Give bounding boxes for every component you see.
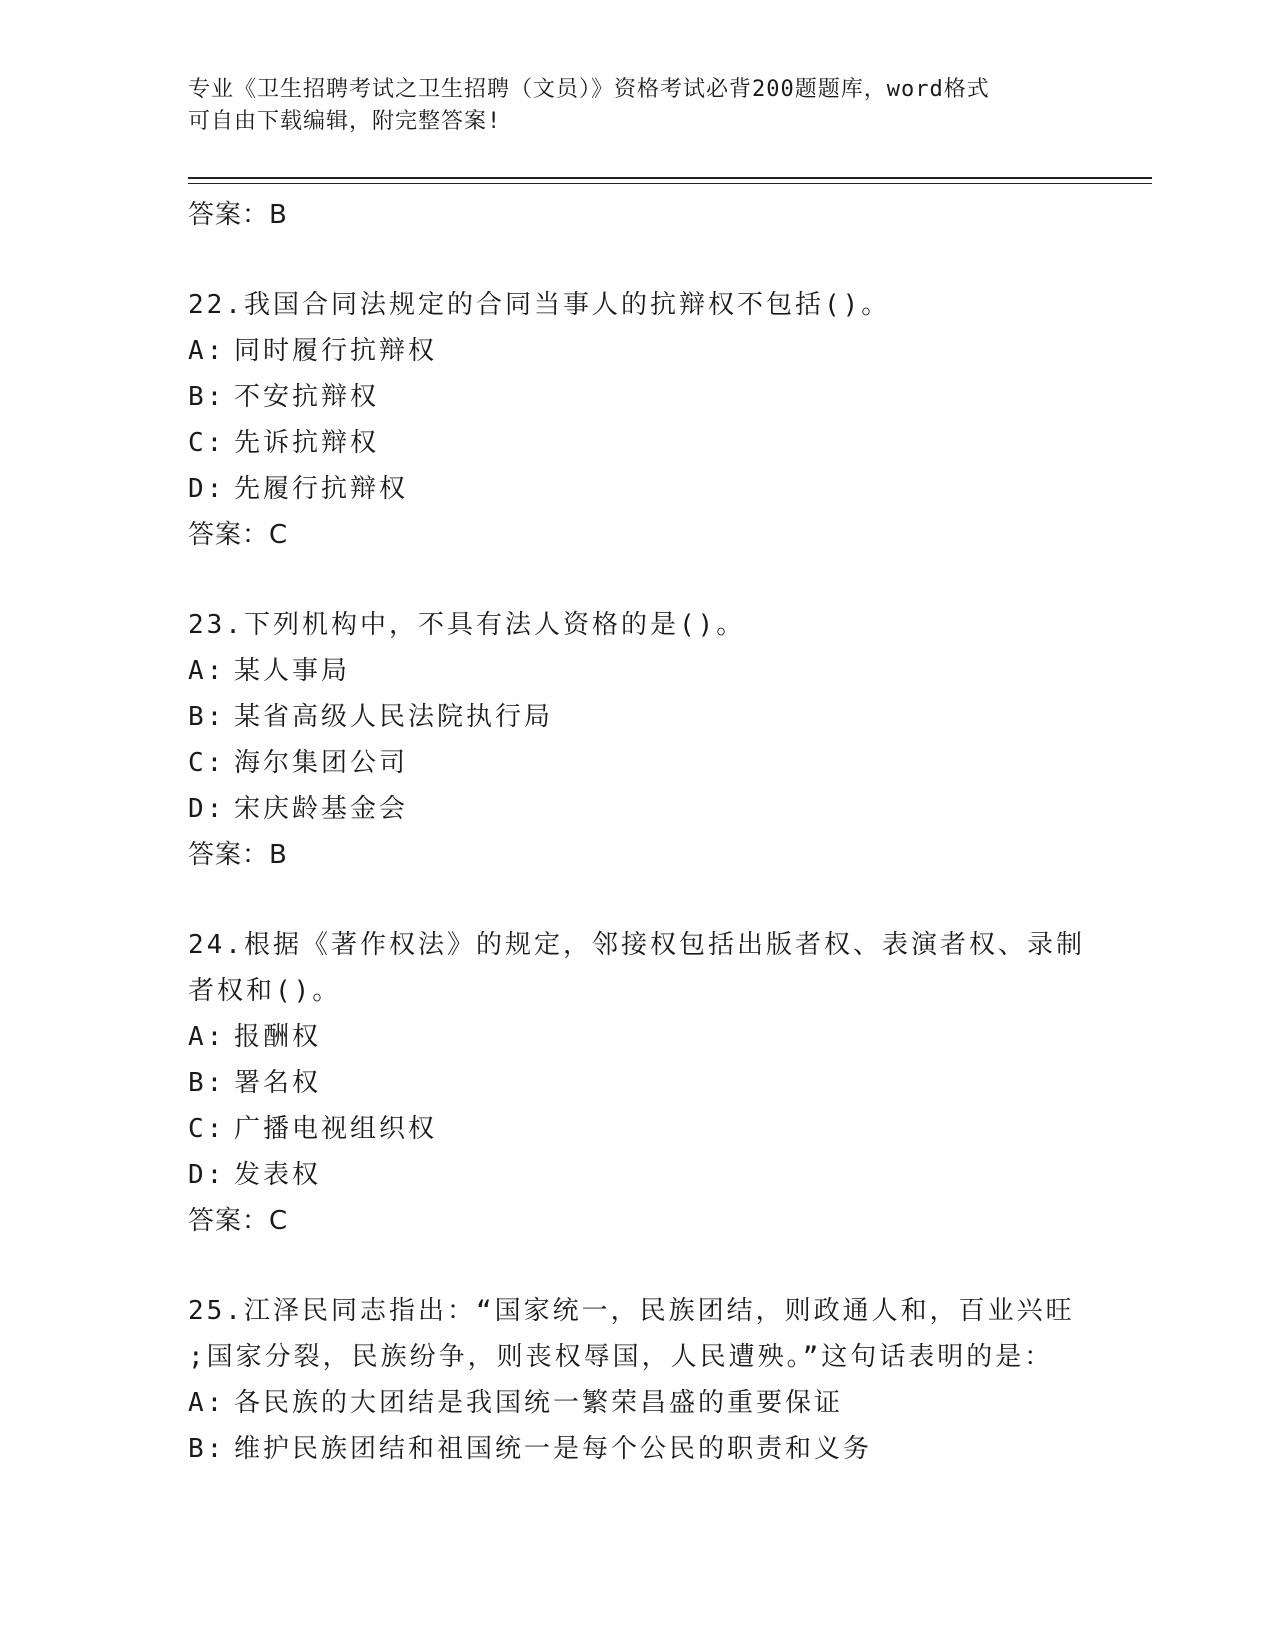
option-c — [188, 1106, 1088, 1152]
answer-line: 答案：C — [188, 1206, 289, 1236]
option-text: 同时履行抗辩权 — [234, 336, 438, 366]
spacer — [188, 1244, 1088, 1288]
header-title-line-1: 专业《卫生招聘考试之卫生招聘（文员）》资格考试必背200题题库，word格式 — [188, 77, 990, 102]
option-letter: A: — [188, 656, 226, 686]
option-a — [188, 328, 1088, 374]
question-stem: 24.根据《著作权法》的规定，邻接权包括出版者权、表演者权、录制 — [188, 930, 1085, 960]
previous-answer: 答案：B — [188, 200, 288, 230]
option-a — [188, 648, 1088, 694]
option-c — [188, 740, 1088, 786]
option-text: 某省高级人民法院执行局 — [234, 702, 554, 732]
option-text: 海尔集团公司 — [234, 748, 409, 778]
question-23 — [188, 602, 1088, 878]
question-stem-continued: ;国家分裂，民族纷争，则丧权辱国，人民遭殃。”这句话表明的是： — [188, 1342, 1054, 1372]
question-stem: 22.我国合同法规定的合同当事人的抗辩权不包括()。 — [188, 290, 891, 320]
question-22 — [188, 282, 1088, 558]
header-divider-thin — [188, 183, 1152, 184]
option-d — [188, 1152, 1088, 1198]
question-stem-continued: 者权和()。 — [188, 976, 342, 1006]
option-letter: D: — [188, 794, 226, 824]
option-letter: A: — [188, 1388, 226, 1418]
option-b — [188, 1426, 1088, 1472]
option-c — [188, 420, 1088, 466]
option-b — [188, 1060, 1088, 1106]
question-list — [188, 192, 1088, 1472]
option-letter: C: — [188, 748, 226, 778]
option-text: 报酬权 — [234, 1022, 322, 1052]
option-letter: B: — [188, 702, 226, 732]
spacer — [188, 558, 1088, 602]
option-letter: A: — [188, 1022, 226, 1052]
option-text: 先诉抗辩权 — [234, 428, 380, 458]
option-b — [188, 694, 1088, 740]
question-25 — [188, 1288, 1088, 1472]
option-letter: B: — [188, 1434, 226, 1464]
spacer — [188, 878, 1088, 922]
question-stem: 25.江泽民同志指出：“国家统一，民族团结，则政通人和，百业兴旺 — [188, 1296, 1075, 1326]
option-a — [188, 1014, 1088, 1060]
header-title-line-2: 可自由下载编辑，附完整答案! — [188, 109, 502, 134]
option-b — [188, 374, 1088, 420]
option-letter: C: — [188, 1114, 226, 1144]
question-24 — [188, 922, 1088, 1244]
option-text: 广播电视组织权 — [234, 1114, 438, 1144]
option-text: 宋庆龄基金会 — [234, 794, 409, 824]
document-header — [188, 74, 1088, 138]
option-letter: B: — [188, 382, 226, 412]
question-stem: 23.下列机构中，不具有法人资格的是()。 — [188, 610, 746, 640]
spacer — [188, 238, 1088, 282]
option-letter: D: — [188, 1160, 226, 1190]
option-text: 署名权 — [234, 1068, 322, 1098]
option-letter: B: — [188, 1068, 226, 1098]
option-letter: C: — [188, 428, 226, 458]
option-a — [188, 1380, 1088, 1426]
option-letter: A: — [188, 336, 226, 366]
option-d — [188, 466, 1088, 512]
option-text: 先履行抗辩权 — [234, 474, 409, 504]
header-divider-thick — [188, 177, 1152, 179]
answer-line: 答案：C — [188, 520, 289, 550]
answer-line: 答案：B — [188, 840, 288, 870]
option-d — [188, 786, 1088, 832]
option-text: 各民族的大团结是我国统一繁荣昌盛的重要保证 — [234, 1388, 844, 1418]
option-text: 维护民族团结和祖国统一是每个公民的职责和义务 — [234, 1434, 873, 1464]
option-letter: D: — [188, 474, 226, 504]
option-text: 发表权 — [234, 1160, 322, 1190]
option-text: 某人事局 — [234, 656, 351, 686]
option-text: 不安抗辩权 — [234, 382, 380, 412]
